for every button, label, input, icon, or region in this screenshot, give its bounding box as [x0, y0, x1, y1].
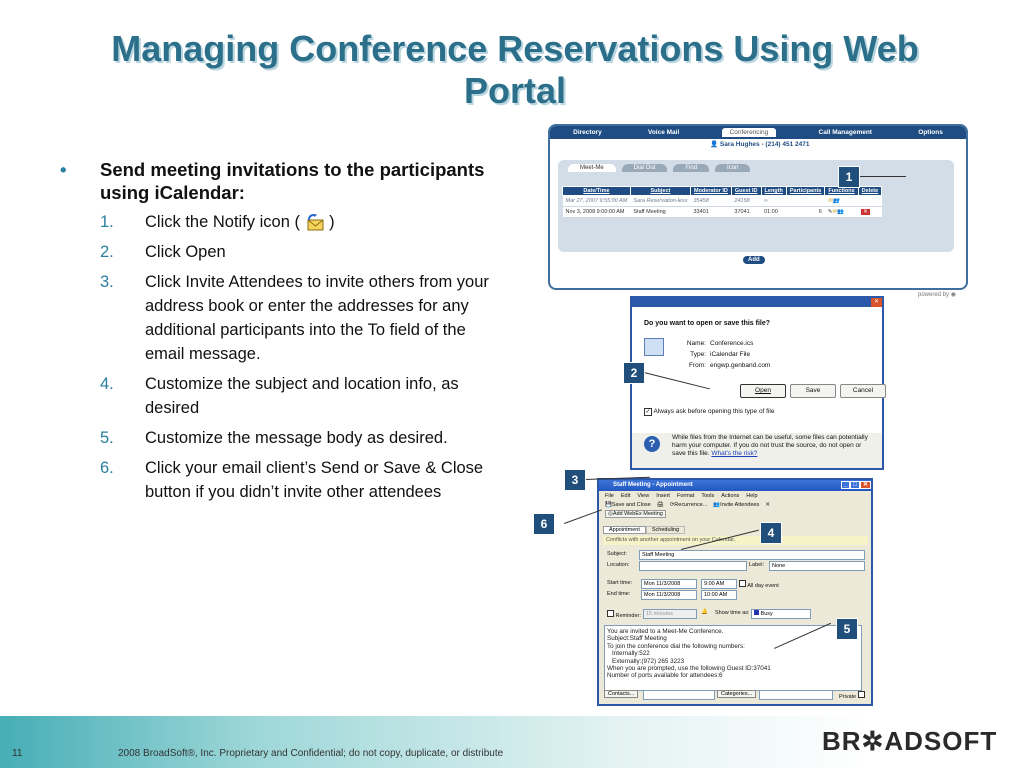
private-label: Private — [839, 694, 857, 700]
start-time-field[interactable]: 9:00 AM — [701, 579, 737, 589]
step-text: Click your email client’s Send or Save & Close button if you didn’t invite other attendees — [145, 459, 484, 501]
cell: Nov 3, 2008 9:00:00 AM — [563, 207, 631, 218]
webex-label: Add WebEx Meeting — [612, 511, 663, 517]
show-time-label: Show time as: — [715, 610, 750, 616]
cell: ∞ — [761, 196, 786, 207]
message-body[interactable] — [604, 625, 862, 691]
body-line: Externally:(972) 265 3223 — [612, 657, 685, 665]
all-day-row — [739, 580, 779, 589]
cell — [825, 207, 858, 218]
edit-icon[interactable]: ✎ — [827, 209, 833, 215]
notify-icon — [305, 214, 325, 232]
step-text: Click Invite Attendees to invite others from your address book or enter the addresses for any additional participants into the To field of the email message. — [145, 273, 489, 363]
reminder-row — [607, 610, 641, 619]
start-time-label: Start time: — [607, 580, 633, 586]
add-webex-button[interactable] — [605, 510, 666, 518]
window-controls — [841, 480, 871, 491]
menu-help[interactable]: Help — [746, 493, 758, 499]
save-button[interactable]: Save — [790, 384, 836, 398]
always-ask-checkbox[interactable]: ✓ — [645, 409, 651, 415]
tab-dial-out[interactable]: Dial Out — [622, 164, 668, 172]
slide-title: Managing Conference Reservations Using Web Portal — [111, 28, 919, 111]
always-ask-row — [644, 408, 775, 416]
type-value: iCalendar File — [710, 351, 751, 358]
invite-icon: 👥 — [713, 502, 721, 508]
cell: Sara Reservation-less — [630, 196, 690, 207]
cell — [858, 207, 882, 218]
appointment-tabs — [603, 526, 685, 534]
body-line: Number of ports available for attendees:6 — [607, 672, 723, 680]
from-value: engwp.genband.com — [710, 362, 771, 369]
toolbar — [599, 501, 871, 509]
end-date-field[interactable]: Mon 11/3/2008 — [641, 590, 697, 600]
table-header — [563, 187, 882, 196]
tab-scheduling[interactable]: Scheduling — [646, 526, 685, 534]
warning-message: While files from the Internet can be useful, some files can potentially harm your computer. If you do not trust the source, do not open or save this file. — [672, 434, 868, 457]
show-time-select[interactable] — [751, 609, 811, 619]
user-line — [710, 140, 810, 148]
nav-directory[interactable]: Directory — [573, 129, 602, 136]
cell: 35458 — [690, 196, 731, 207]
private-checkbox[interactable] — [858, 691, 865, 698]
steps-list — [60, 210, 500, 504]
all-day-label: All day event — [747, 583, 779, 589]
always-ask-label: Always ask before opening this type of file — [653, 408, 775, 415]
bullet-heading — [60, 158, 500, 204]
dialog-body — [632, 307, 882, 433]
window-titlebar — [599, 480, 871, 491]
bullet-icon: • — [60, 159, 67, 180]
window-title: Staff Meeting - Appointment — [613, 482, 693, 488]
step-3 — [100, 270, 500, 366]
callout-5: 5 — [836, 618, 858, 640]
menu-insert[interactable]: Insert — [656, 493, 670, 499]
file-download-dialog — [630, 296, 884, 470]
label-select[interactable]: None — [769, 561, 865, 571]
step-text: Customize the subject and location info, as desired — [145, 375, 459, 417]
name-label: Name: — [686, 340, 706, 347]
portal-nav — [550, 126, 966, 139]
location-field[interactable] — [639, 561, 747, 571]
powered-by — [918, 291, 956, 298]
page-number: 11 — [12, 748, 23, 759]
reminder-select[interactable]: 15 minutes — [643, 609, 697, 619]
nav-options[interactable]: Options — [918, 129, 943, 136]
step-number: 6. — [100, 459, 114, 477]
body-line: Subject:Staff Meeting — [607, 635, 667, 643]
add-button[interactable]: Add — [743, 256, 765, 264]
warning-text — [672, 434, 872, 458]
categories-button[interactable]: Categories... — [717, 690, 756, 698]
menu-view[interactable]: View — [637, 493, 650, 499]
cell: 24158 — [731, 196, 761, 207]
open-button[interactable]: Open — [740, 384, 786, 398]
menu-file[interactable]: File — [605, 493, 614, 499]
outlook-appointment-window — [597, 478, 873, 706]
type-label: Type: — [690, 351, 706, 358]
instructions — [60, 158, 500, 510]
reservations-table — [562, 186, 882, 218]
reminder-checkbox[interactable] — [607, 610, 614, 617]
step-number: 3. — [100, 273, 114, 291]
tab-appointment[interactable]: Appointment — [603, 526, 646, 534]
print-icon[interactable]: 🖨 — [656, 502, 664, 508]
notify-icon[interactable]: ✉ — [832, 209, 838, 215]
callout-4: 4 — [760, 522, 782, 544]
col-date-time[interactable]: Date/Time — [563, 187, 631, 196]
col-length[interactable]: Length — [761, 187, 786, 196]
step-5 — [100, 426, 500, 450]
step-text: Click Open — [145, 243, 226, 261]
recurrence-button[interactable] — [670, 502, 708, 508]
start-date-field[interactable]: Mon 11/3/2008 — [641, 579, 697, 589]
user-name: Sara Hughes - (214) 451 2471 — [719, 141, 810, 148]
table-row — [563, 207, 882, 218]
broadsoft-mini-logo: ◉ — [950, 292, 956, 298]
bullet-heading-text: Send meeting invitations to the participants using iCalendar: — [100, 159, 485, 203]
step-number: 4. — [100, 375, 114, 393]
name-value: Conference.ics — [710, 340, 754, 347]
help-shield-icon: ? — [644, 436, 660, 452]
categories-field[interactable] — [759, 690, 833, 700]
webex-icon: ◎ — [608, 511, 613, 517]
step-6 — [100, 456, 500, 504]
cell — [858, 196, 882, 207]
step-2 — [100, 240, 500, 264]
tab-find[interactable]: Find — [673, 164, 709, 172]
step-text: ) — [329, 213, 335, 231]
body-line: You are invited to a Meet-Me Conference. — [607, 628, 724, 635]
col-functions: Functions — [825, 187, 858, 196]
web-portal-screenshot — [548, 124, 968, 290]
col-guest-id[interactable]: Guest ID — [731, 187, 761, 196]
reminder-label: Reminder: — [615, 613, 641, 619]
body-line: To join the conference dial the following numbers: — [607, 642, 745, 650]
end-time-label: End time: — [607, 591, 631, 597]
cell: 6 — [786, 207, 824, 218]
step-text: Customize the message body as desired. — [145, 429, 448, 447]
tab-meet-me[interactable]: Meet-Me — [568, 164, 616, 172]
invite-label: Invite Attendees — [720, 502, 760, 508]
people-icon[interactable]: 👥 — [837, 209, 844, 215]
minimize-icon[interactable]: _ — [841, 481, 850, 489]
menu-format[interactable]: Format — [676, 493, 695, 499]
broadsoft-logo: BR✲ADSOFT — [822, 726, 998, 756]
cell: Mar 27, 2007 9:55:00 AM — [563, 196, 631, 207]
people-icon[interactable]: 👥 — [832, 198, 840, 204]
save-close-button[interactable] — [605, 502, 651, 508]
show-time-value: Busy — [760, 611, 773, 617]
dialog-question: Do you want to open or save this file? — [644, 320, 771, 327]
menu-bar — [599, 491, 871, 501]
from-label: From: — [689, 362, 706, 369]
step-text: Click the Notify icon ( — [145, 213, 300, 231]
label-label: Label: — [749, 562, 764, 568]
nav-voice-mail[interactable]: Voice Mail — [647, 129, 680, 136]
cell: 37041 — [731, 207, 761, 218]
step-number: 5. — [100, 429, 114, 447]
col-delete: Delete — [858, 187, 882, 196]
conflict-banner: Conflicts with another appointment on your Calendar. — [603, 536, 868, 545]
risk-link[interactable]: What's the risk? — [711, 450, 758, 457]
leader-line-1 — [858, 176, 906, 177]
cell: 33401 — [690, 207, 731, 218]
subject-label: Subject: — [607, 551, 627, 557]
close-icon[interactable]: ✕ — [860, 481, 871, 489]
delete-icon[interactable]: ✕ — [863, 209, 868, 215]
cell: Staff Meeting — [630, 207, 690, 218]
maximize-icon[interactable]: □ — [850, 481, 860, 489]
callout-3: 3 — [564, 469, 586, 491]
step-1 — [100, 210, 500, 234]
tab-icon[interactable]: Icon — [715, 164, 750, 172]
col-participants[interactable]: Participants — [786, 187, 824, 196]
delete-icon[interactable]: ✕ — [765, 502, 770, 508]
dialog-titlebar — [632, 298, 882, 307]
invite-attendees-button[interactable] — [713, 502, 759, 508]
table-row — [563, 196, 882, 207]
col-subject[interactable]: Subject — [630, 187, 690, 196]
step-4 — [100, 372, 500, 420]
location-label: Location: — [607, 562, 630, 568]
all-day-checkbox[interactable] — [739, 580, 746, 587]
subject-field[interactable]: Staff Meeting — [639, 550, 865, 560]
private-row — [839, 691, 865, 700]
col-moderator-id[interactable]: Moderator ID — [690, 187, 731, 196]
save-close-label: Save and Close — [611, 502, 651, 508]
menu-tools[interactable]: Tools — [701, 493, 715, 499]
notify-icon[interactable]: ✉ — [827, 198, 833, 204]
save-icon: 💾 — [605, 502, 612, 508]
cell — [786, 196, 824, 207]
contacts-button[interactable]: Contacts... — [604, 690, 638, 698]
nav-call-management[interactable]: Call Management — [818, 129, 872, 136]
nav-conferencing[interactable]: Conferencing — [722, 128, 777, 137]
user-icon: 👤 — [710, 141, 719, 148]
webex-toolbar — [599, 509, 871, 519]
callout-6: 6 — [533, 513, 555, 535]
copyright-notice: 2008 BroadSoft®, Inc. Proprietary and Confidential; do not copy, duplicate, or distribute — [118, 748, 504, 759]
body-line: Internally:522 — [612, 650, 650, 658]
step-number: 1. — [100, 213, 114, 231]
cell — [825, 196, 858, 207]
cell: 01:00 — [761, 207, 786, 218]
close-icon[interactable]: ✕ — [871, 298, 882, 307]
busy-swatch-icon — [754, 610, 759, 615]
body-line: When you are prompted, use the following Guest ID:37041 — [607, 665, 771, 673]
callout-2: 2 — [623, 362, 645, 384]
contacts-field[interactable] — [643, 690, 715, 700]
menu-edit[interactable]: Edit — [620, 493, 631, 499]
recurrence-label: Recurrence... — [674, 502, 708, 508]
powered-by-text: powered by — [918, 292, 950, 298]
end-time-field[interactable]: 10:00 AM — [701, 590, 737, 600]
cancel-button[interactable]: Cancel — [840, 384, 886, 398]
portal-tabs — [568, 164, 756, 172]
calendar-file-icon — [644, 338, 664, 356]
callout-1: 1 — [838, 166, 860, 188]
sound-icon[interactable]: 🔔 — [701, 609, 708, 615]
step-number: 2. — [100, 243, 114, 261]
recurrence-icon: ⟳ — [669, 502, 675, 508]
menu-actions[interactable]: Actions — [721, 493, 740, 499]
